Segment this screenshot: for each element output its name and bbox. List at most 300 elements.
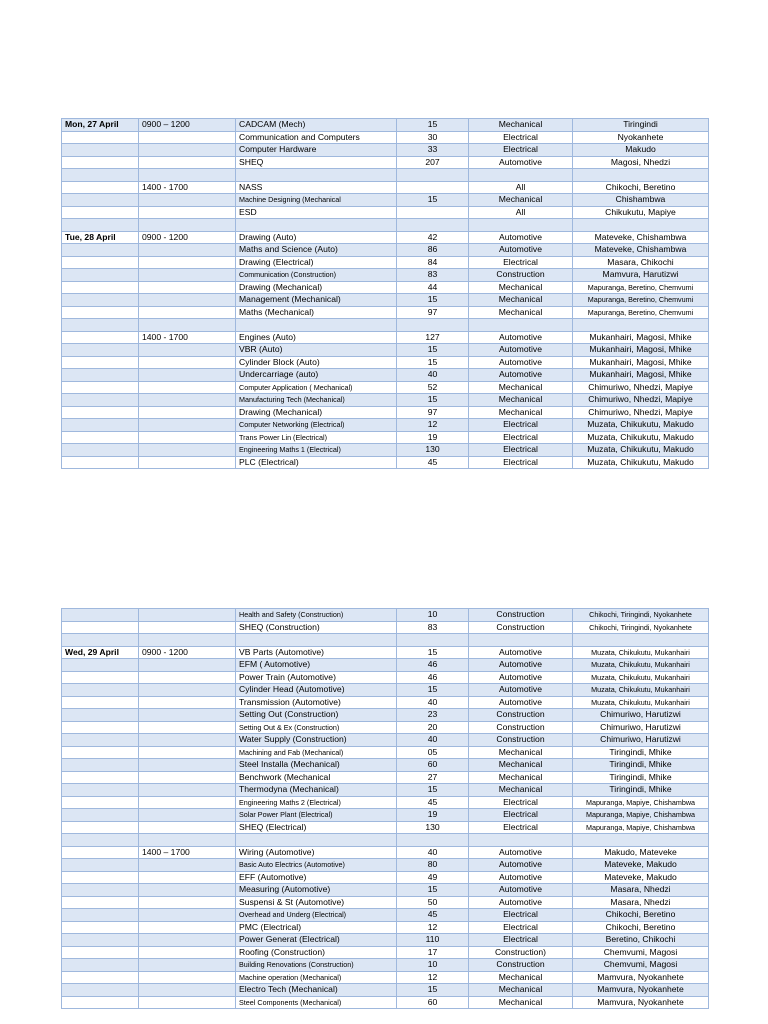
department-cell: Electrical xyxy=(469,256,573,269)
date-cell xyxy=(62,996,139,1009)
time-cell xyxy=(139,281,236,294)
table-row xyxy=(62,796,709,809)
count-cell: 15 xyxy=(397,646,469,659)
count-cell xyxy=(397,634,469,647)
subject-cell: Wiring (Automotive) xyxy=(236,846,397,859)
time-cell xyxy=(139,759,236,772)
department-cell: Electrical xyxy=(469,431,573,444)
time-cell: 0900 - 1200 xyxy=(139,646,236,659)
department-cell: Mechanical xyxy=(469,771,573,784)
department-cell: Construction xyxy=(469,959,573,972)
schedule-table-page-2 xyxy=(61,608,709,1009)
date-cell xyxy=(62,444,139,457)
count-cell: 12 xyxy=(397,971,469,984)
count-cell: 46 xyxy=(397,671,469,684)
count-cell: 15 xyxy=(397,194,469,207)
department-cell: Automotive xyxy=(469,896,573,909)
date-cell xyxy=(62,721,139,734)
table-row xyxy=(62,971,709,984)
subject-cell: Computer Hardware xyxy=(236,144,397,157)
department-cell: Electrical xyxy=(469,796,573,809)
department-cell: Electrical xyxy=(469,419,573,432)
department-cell: Mechanical xyxy=(469,971,573,984)
subject-cell: Engineering Maths 1 (Electrical) xyxy=(236,444,397,457)
date-cell: Wed, 29 April xyxy=(62,646,139,659)
table-row xyxy=(62,671,709,684)
count-cell: 130 xyxy=(397,444,469,457)
invigilators-cell: Chimuriwo, Nhedzi, Mapiye xyxy=(573,394,709,407)
time-cell xyxy=(139,444,236,457)
date-cell: Tue, 28 April xyxy=(62,231,139,244)
date-cell xyxy=(62,834,139,847)
time-cell xyxy=(139,946,236,959)
table-row xyxy=(62,119,709,132)
subject-cell: SHEQ (Electrical) xyxy=(236,821,397,834)
department-cell: Automotive xyxy=(469,846,573,859)
time-cell xyxy=(139,319,236,332)
table-row xyxy=(62,959,709,972)
table-row xyxy=(62,294,709,307)
schedule-table-page-1 xyxy=(61,118,709,469)
table-row xyxy=(62,169,709,182)
invigilators-cell: Chimuriwo, Harutizwi xyxy=(573,734,709,747)
department-cell: Electrical xyxy=(469,809,573,822)
count-cell: 15 xyxy=(397,356,469,369)
department-cell: Mechanical xyxy=(469,784,573,797)
invigilators-cell: Mukanhairi, Magosi, Mhike xyxy=(573,331,709,344)
time-cell xyxy=(139,709,236,722)
time-cell xyxy=(139,959,236,972)
subject-cell xyxy=(236,634,397,647)
time-cell xyxy=(139,294,236,307)
time-cell xyxy=(139,821,236,834)
subject-cell: Trans Power Lin (Electrical) xyxy=(236,431,397,444)
invigilators-cell: Mapuranga, Beretino, Chemvumi xyxy=(573,294,709,307)
table-row xyxy=(62,281,709,294)
count-cell xyxy=(397,169,469,182)
subject-cell: Communication (Construction) xyxy=(236,269,397,282)
date-cell xyxy=(62,319,139,332)
time-cell xyxy=(139,269,236,282)
department-cell: Construction) xyxy=(469,946,573,959)
department-cell: Automotive xyxy=(469,696,573,709)
table-row xyxy=(62,771,709,784)
date-cell xyxy=(62,621,139,634)
department-cell: Automotive xyxy=(469,231,573,244)
date-cell xyxy=(62,406,139,419)
date-cell xyxy=(62,194,139,207)
department-cell: Automotive xyxy=(469,684,573,697)
count-cell: 45 xyxy=(397,909,469,922)
table-row xyxy=(62,859,709,872)
table-row xyxy=(62,984,709,997)
date-cell xyxy=(62,206,139,219)
date-cell xyxy=(62,734,139,747)
department-cell: Mechanical xyxy=(469,746,573,759)
table-row xyxy=(62,331,709,344)
count-cell: 15 xyxy=(397,119,469,132)
table-row xyxy=(62,759,709,772)
count-cell: 49 xyxy=(397,871,469,884)
invigilators-cell: Mapuranga, Mapiye, Chishambwa xyxy=(573,821,709,834)
department-cell: Electrical xyxy=(469,456,573,469)
department-cell: Electrical xyxy=(469,934,573,947)
department-cell: Construction xyxy=(469,721,573,734)
table-row xyxy=(62,709,709,722)
date-cell xyxy=(62,609,139,622)
invigilators-cell: Mamvura, Nyokanhete xyxy=(573,996,709,1009)
count-cell: 110 xyxy=(397,934,469,947)
department-cell: Electrical xyxy=(469,131,573,144)
time-cell xyxy=(139,809,236,822)
count-cell: 50 xyxy=(397,896,469,909)
invigilators-cell: Chikochi, Beretino xyxy=(573,909,709,922)
date-cell xyxy=(62,156,139,169)
table-row xyxy=(62,784,709,797)
table-row xyxy=(62,369,709,382)
table-row xyxy=(62,834,709,847)
date-cell xyxy=(62,821,139,834)
table-row xyxy=(62,444,709,457)
date-cell xyxy=(62,946,139,959)
date-cell xyxy=(62,394,139,407)
subject-cell xyxy=(236,219,397,232)
date-cell xyxy=(62,959,139,972)
table-row xyxy=(62,721,709,734)
invigilators-cell: Mapuranga, Mapiye, Chishambwa xyxy=(573,796,709,809)
count-cell: 127 xyxy=(397,331,469,344)
table-row xyxy=(62,456,709,469)
count-cell: 27 xyxy=(397,771,469,784)
table-row xyxy=(62,306,709,319)
time-cell xyxy=(139,131,236,144)
time-cell xyxy=(139,834,236,847)
subject-cell: Power Train (Automotive) xyxy=(236,671,397,684)
department-cell: Construction xyxy=(469,709,573,722)
time-cell xyxy=(139,696,236,709)
invigilators-cell: Chikochi, Tiringindi, Nyokanhete xyxy=(573,621,709,634)
date-cell xyxy=(62,784,139,797)
department-cell: Automotive xyxy=(469,859,573,872)
department-cell xyxy=(469,634,573,647)
date-cell xyxy=(62,344,139,357)
time-cell xyxy=(139,609,236,622)
invigilators-cell: Mamvura, Nyokanhete xyxy=(573,971,709,984)
subject-cell: Drawing (Mechanical) xyxy=(236,281,397,294)
time-cell xyxy=(139,634,236,647)
date-cell xyxy=(62,809,139,822)
subject-cell xyxy=(236,169,397,182)
count-cell: 12 xyxy=(397,419,469,432)
invigilators-cell: Mukanhairi, Magosi, Mhike xyxy=(573,356,709,369)
table-row xyxy=(62,319,709,332)
count-cell: 10 xyxy=(397,959,469,972)
table-row xyxy=(62,734,709,747)
count-cell: 20 xyxy=(397,721,469,734)
time-cell xyxy=(139,884,236,897)
table-row xyxy=(62,634,709,647)
invigilators-cell: Chemvumi, Magosi xyxy=(573,946,709,959)
table-row xyxy=(62,884,709,897)
table-row xyxy=(62,344,709,357)
count-cell: 207 xyxy=(397,156,469,169)
department-cell: Electrical xyxy=(469,444,573,457)
subject-cell: Overhead and Underg (Electrical) xyxy=(236,909,397,922)
table-row xyxy=(62,846,709,859)
date-cell xyxy=(62,684,139,697)
count-cell: 40 xyxy=(397,696,469,709)
invigilators-cell: Tiringindi, Mhike xyxy=(573,784,709,797)
count-cell: 15 xyxy=(397,784,469,797)
department-cell: Automotive xyxy=(469,244,573,257)
invigilators-cell: Mamvura, Harutizwi xyxy=(573,269,709,282)
table-row xyxy=(62,934,709,947)
subject-cell: Health and Safety (Construction) xyxy=(236,609,397,622)
date-cell xyxy=(62,131,139,144)
department-cell: Mechanical xyxy=(469,294,573,307)
time-cell xyxy=(139,909,236,922)
table-row xyxy=(62,256,709,269)
subject-cell: Steel Installa (Mechanical) xyxy=(236,759,397,772)
time-cell xyxy=(139,244,236,257)
time-cell xyxy=(139,659,236,672)
count-cell: 15 xyxy=(397,294,469,307)
department-cell: Mechanical xyxy=(469,984,573,997)
time-cell xyxy=(139,406,236,419)
department-cell: Construction xyxy=(469,269,573,282)
subject-cell: EFM ( Automotive) xyxy=(236,659,397,672)
subject-cell: Electro Tech (Mechanical) xyxy=(236,984,397,997)
count-cell: 40 xyxy=(397,846,469,859)
count-cell xyxy=(397,206,469,219)
date-cell xyxy=(62,896,139,909)
table-row xyxy=(62,206,709,219)
invigilators-cell: Mukanhairi, Magosi, Mhike xyxy=(573,369,709,382)
table-row xyxy=(62,431,709,444)
date-cell: Mon, 27 April xyxy=(62,119,139,132)
date-cell xyxy=(62,256,139,269)
subject-cell: Transmission (Automotive) xyxy=(236,696,397,709)
time-cell xyxy=(139,156,236,169)
invigilators-cell: Tiringindi xyxy=(573,119,709,132)
count-cell xyxy=(397,319,469,332)
date-cell xyxy=(62,984,139,997)
time-cell xyxy=(139,256,236,269)
table-row xyxy=(62,219,709,232)
invigilators-cell: Chikochi, Beretino xyxy=(573,181,709,194)
time-cell xyxy=(139,996,236,1009)
time-cell xyxy=(139,784,236,797)
subject-cell: Setting Out (Construction) xyxy=(236,709,397,722)
table-row xyxy=(62,381,709,394)
table-row xyxy=(62,821,709,834)
table-row xyxy=(62,659,709,672)
date-cell xyxy=(62,771,139,784)
count-cell: 33 xyxy=(397,144,469,157)
time-cell xyxy=(139,871,236,884)
date-cell xyxy=(62,244,139,257)
count-cell: 86 xyxy=(397,244,469,257)
invigilators-cell: Muzata, Chikukutu, Makudo xyxy=(573,431,709,444)
count-cell: 40 xyxy=(397,369,469,382)
invigilators-cell xyxy=(573,219,709,232)
invigilators-cell: Masara, Nhedzi xyxy=(573,884,709,897)
subject-cell: Measuring (Automotive) xyxy=(236,884,397,897)
count-cell: 45 xyxy=(397,796,469,809)
invigilators-cell: Muzata, Chikukutu, Mukanhairi xyxy=(573,696,709,709)
invigilators-cell xyxy=(573,834,709,847)
subject-cell: Engineering Maths 2 (Electrical) xyxy=(236,796,397,809)
count-cell: 83 xyxy=(397,621,469,634)
subject-cell: Power Generat (Electrical) xyxy=(236,934,397,947)
subject-cell: CADCAM (Mech) xyxy=(236,119,397,132)
department-cell xyxy=(469,219,573,232)
subject-cell: Cylinder Block (Auto) xyxy=(236,356,397,369)
invigilators-cell: Mapuranga, Mapiye, Chishambwa xyxy=(573,809,709,822)
subject-cell: Basic Auto Electrics (Automotive) xyxy=(236,859,397,872)
department-cell: Mechanical xyxy=(469,119,573,132)
department-cell: Mechanical xyxy=(469,194,573,207)
department-cell xyxy=(469,834,573,847)
subject-cell: Drawing (Auto) xyxy=(236,231,397,244)
subject-cell: Thermodyna (Mechanical) xyxy=(236,784,397,797)
date-cell xyxy=(62,219,139,232)
table-row xyxy=(62,696,709,709)
table-row xyxy=(62,231,709,244)
invigilators-cell: Muzata, Chikukutu, Mukanhairi xyxy=(573,671,709,684)
department-cell: Mechanical xyxy=(469,394,573,407)
count-cell: 45 xyxy=(397,456,469,469)
count-cell: 17 xyxy=(397,946,469,959)
subject-cell: Computer Application ( Mechanical) xyxy=(236,381,397,394)
time-cell xyxy=(139,456,236,469)
table-row xyxy=(62,269,709,282)
subject-cell: Cylinder Head (Automotive) xyxy=(236,684,397,697)
department-cell: Electrical xyxy=(469,821,573,834)
invigilators-cell: Chimuriwo, Harutizwi xyxy=(573,721,709,734)
subject-cell: VB Parts (Automotive) xyxy=(236,646,397,659)
subject-cell: Manufacturing Tech (Mechanical) xyxy=(236,394,397,407)
table-row xyxy=(62,621,709,634)
date-cell xyxy=(62,294,139,307)
table-row xyxy=(62,394,709,407)
time-cell xyxy=(139,206,236,219)
count-cell: 60 xyxy=(397,996,469,1009)
count-cell: 42 xyxy=(397,231,469,244)
invigilators-cell: Mapuranga, Beretino, Chemvumi xyxy=(573,306,709,319)
time-cell: 0900 - 1200 xyxy=(139,231,236,244)
table-row xyxy=(62,996,709,1009)
table-row xyxy=(62,871,709,884)
subject-cell: SHEQ xyxy=(236,156,397,169)
table-row xyxy=(62,131,709,144)
invigilators-cell: Makudo, Mateveke xyxy=(573,846,709,859)
time-cell: 1400 – 1700 xyxy=(139,846,236,859)
date-cell xyxy=(62,181,139,194)
invigilators-cell: Chemvumi, Magosi xyxy=(573,959,709,972)
department-cell: Construction xyxy=(469,609,573,622)
date-cell xyxy=(62,759,139,772)
table-row xyxy=(62,746,709,759)
count-cell: 60 xyxy=(397,759,469,772)
time-cell xyxy=(139,344,236,357)
invigilators-cell: Magosi, Nhedzi xyxy=(573,156,709,169)
table-row xyxy=(62,144,709,157)
invigilators-cell: Chimuriwo, Harutizwi xyxy=(573,709,709,722)
department-cell: Electrical xyxy=(469,909,573,922)
subject-cell: Machine operation (Mechanical) xyxy=(236,971,397,984)
subject-cell: Benchwork (Mechanical xyxy=(236,771,397,784)
date-cell xyxy=(62,859,139,872)
subject-cell: Undercarriage (auto) xyxy=(236,369,397,382)
subject-cell: PMC (Electrical) xyxy=(236,921,397,934)
date-cell xyxy=(62,871,139,884)
subject-cell: Roofing (Construction) xyxy=(236,946,397,959)
time-cell: 0900 – 1200 xyxy=(139,119,236,132)
department-cell: Automotive xyxy=(469,884,573,897)
subject-cell: ESD xyxy=(236,206,397,219)
date-cell xyxy=(62,281,139,294)
time-cell xyxy=(139,796,236,809)
invigilators-cell: Mukanhairi, Magosi, Mhike xyxy=(573,344,709,357)
department-cell: Mechanical xyxy=(469,381,573,394)
table-row xyxy=(62,909,709,922)
date-cell xyxy=(62,696,139,709)
department-cell: Automotive xyxy=(469,871,573,884)
department-cell: Automotive xyxy=(469,156,573,169)
invigilators-cell: Muzata, Chikukutu, Mukanhairi xyxy=(573,684,709,697)
count-cell: 15 xyxy=(397,394,469,407)
invigilators-cell: Chikochi, Beretino xyxy=(573,921,709,934)
subject-cell: EFF (Automotive) xyxy=(236,871,397,884)
department-cell: Automotive xyxy=(469,356,573,369)
date-cell xyxy=(62,921,139,934)
subject-cell: Communication and Computers xyxy=(236,131,397,144)
subject-cell xyxy=(236,319,397,332)
date-cell xyxy=(62,846,139,859)
time-cell xyxy=(139,684,236,697)
invigilators-cell: Chimuriwo, Nhedzi, Mapiye xyxy=(573,381,709,394)
subject-cell: Machining and Fab (Mechanical) xyxy=(236,746,397,759)
invigilators-cell: Mamvura, Nyokanhete xyxy=(573,984,709,997)
department-cell: Mechanical xyxy=(469,406,573,419)
table-row xyxy=(62,646,709,659)
invigilators-cell: Mateveke, Chishambwa xyxy=(573,231,709,244)
count-cell: 84 xyxy=(397,256,469,269)
subject-cell: PLC (Electrical) xyxy=(236,456,397,469)
date-cell xyxy=(62,971,139,984)
subject-cell: Computer Networking (Electrical) xyxy=(236,419,397,432)
date-cell xyxy=(62,419,139,432)
table-row xyxy=(62,609,709,622)
invigilators-cell: Tiringindi, Mhike xyxy=(573,746,709,759)
count-cell: 97 xyxy=(397,406,469,419)
date-cell xyxy=(62,431,139,444)
invigilators-cell: Mateveke, Makudo xyxy=(573,871,709,884)
count-cell: 10 xyxy=(397,609,469,622)
table-row xyxy=(62,419,709,432)
table-row xyxy=(62,156,709,169)
time-cell xyxy=(139,721,236,734)
time-cell xyxy=(139,984,236,997)
time-cell xyxy=(139,369,236,382)
time-cell xyxy=(139,306,236,319)
subject-cell: Building Renovations (Construction) xyxy=(236,959,397,972)
time-cell xyxy=(139,671,236,684)
date-cell xyxy=(62,381,139,394)
table-row xyxy=(62,406,709,419)
count-cell: 15 xyxy=(397,684,469,697)
